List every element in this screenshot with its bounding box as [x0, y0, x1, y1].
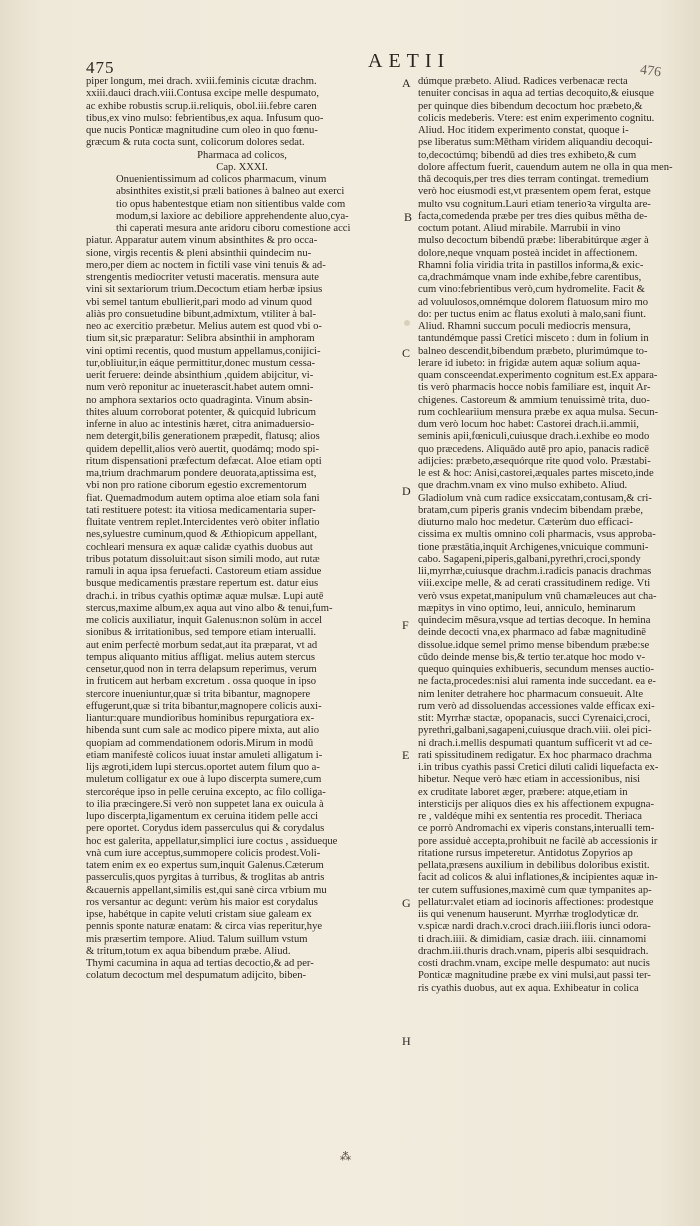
- right-column-line: facta,comedenda præbe per tres dies quibus mētha de-: [418, 210, 648, 222]
- right-column-line: mulso decoctum bibendū præbe: liberabitúrque æger à: [418, 235, 649, 247]
- left-column-line: no amphora sextarios octo quadraginta. Vinum absin-: [86, 394, 313, 406]
- left-column-line: lijs ægroti,idem lupi stercus.oportet autem filum quo a-: [86, 762, 320, 773]
- right-column-line: ti drach.iiii. & dimidiam, casiæ drach. iiii. cinnamomi: [418, 933, 647, 945]
- right-column-line: rati spissitudinem redigatur. Ex hoc pharmaco drachma: [418, 749, 652, 761]
- left-column-line: ac exhibe robustis scrup.ii.reliquis, obol.iii.febre caren: [86, 100, 317, 112]
- left-column-line: vini optimi recentis, quod mustum appellamus,conijici-: [86, 345, 321, 357]
- left-column-line: neo ac exercitio præbetur. Melius autem est quod vbi o-: [86, 321, 322, 332]
- right-column-line: to,decoctúmq; bibendū ad dies tres exhibeto,& cum: [418, 149, 637, 161]
- right-column-line: diuturno malo hoc medetur. Cæterùm duo efficaci-: [418, 517, 633, 528]
- right-column-line: bratam,cum piperis granis vndecim bibendam præbe,: [418, 504, 644, 516]
- left-column-line: passerculis,quos pyrgitas à turribus, & troglitas ab antris: [86, 872, 325, 884]
- right-column-line: ad voluulosos,omnémque dolorem flatuosum miro mo: [418, 296, 649, 308]
- right-column-line: le est & hoc: Anisi,castorei,æquales partes misceto,inde: [418, 468, 654, 479]
- left-column-line: drach.i. in tribus cyathis optimæ aquæ mulsæ. Lupi autē: [86, 590, 324, 602]
- right-column-line: Aliud. Rhamni succum poculi mediocris mensura,: [418, 321, 631, 332]
- left-column-line: ipse, habétque in capite veluti cristam siue galeam ex: [86, 909, 312, 920]
- right-column-line: multo vsu cognitum.Lauri etiam tenerioꝛa virgulta are-: [418, 198, 651, 210]
- right-column-line: ce porrò Andromachi ex viperis constans,interualli tem-: [418, 823, 655, 835]
- margin-letter-f: F: [402, 618, 409, 632]
- right-column-line: verò hoc eiusmodi est,vt præsentem opem ferat, estque: [418, 186, 651, 198]
- margin-letter-b: B: [404, 210, 413, 224]
- left-column-line: busque medicamentis præstare repertum est. datur eius: [86, 578, 319, 590]
- right-column-line: cissima ex multis omnino coli pharmacis, vsus approba-: [418, 529, 656, 541]
- left-column-line: græcum & ruta cocta sunt, colicorum dolores sedat.: [86, 137, 305, 149]
- left-column-line: mero,per diem ac noctem in fictili vase vini tenuis & ad-: [86, 259, 326, 271]
- corner-number: 476: [639, 62, 663, 81]
- right-column-line: quindecim mēsura,vsque ad tertias decoque. In hemina: [418, 615, 651, 626]
- right-column-line: mæpitys in vino optimo, leui, anniculo, heminarum: [418, 602, 636, 614]
- left-column-line: tati restituere potest: ita vitiosa medicamentaria super-: [86, 504, 316, 516]
- left-column-line: tium sit,sic præparatur: Selibra absinthii in amphoram: [86, 333, 315, 345]
- left-column-line: quopiam ad commendationem odoris.Mirum in modū: [86, 737, 314, 749]
- right-column-line: Gladiolum vnà cum radice exsiccatam,contusam,& cri-: [418, 492, 652, 504]
- margin-letter-a: A: [402, 76, 411, 90]
- left-column-line: in fruticem aut herbam excretum . ossa quoque in ipso: [86, 676, 317, 688]
- left-column-line: que nucis Ponticæ magnitudine cum oleo in quo fœnu-: [86, 125, 318, 136]
- footer-mark: ⁂: [340, 1151, 351, 1163]
- right-column-line: rum verò ad dissoluendas accessiones valde efficax exi-: [418, 700, 655, 712]
- left-column-line: colatum decoctum mel despumatum adijcito, biben-: [86, 970, 307, 982]
- left-column-line: ma,trium drachmarum pondere deuorata,aptissima est,: [86, 468, 317, 479]
- right-column-line: dolore,neque vnquam posteà incidet in affectionem.: [418, 247, 638, 259]
- margin-letter-e: E: [402, 748, 410, 762]
- page-number: 475: [86, 58, 115, 77]
- left-column-line: thi caperati mesura ante aridoru ciboru comestione acci: [116, 223, 351, 234]
- left-column-line: to ilia præcingere.Si verò non suppetet lana ex ouicula à: [86, 798, 324, 810]
- left-column-line: Cap. XXXI.: [216, 161, 268, 173]
- left-column-line: sionibus & irritationibus, sed tempore etiam interualli.: [86, 627, 317, 639]
- left-column-line: piper longum, mei drach. xviii.feminis cicutæ drachm.: [86, 76, 317, 87]
- left-column-line: uerit feruere: deinde absinthium ,quidem abijcitur, vi-: [86, 370, 314, 381]
- right-column-line: deinde decocti vna,ex pharmaco ad fabæ magnitudinē: [418, 627, 646, 639]
- right-column-line: que drachm.vnam ex vino mulso exhibeto. Aliud.: [418, 480, 628, 492]
- right-column-line: cūdo deinde mense bis,& tertio ter.atque hoc modo v-: [418, 651, 646, 663]
- left-column-line: stercus,maxime album,ex aqua aut vino albo & tenui,fum-: [86, 602, 333, 614]
- left-column-line: xxiii.dauci drach.viii.Contusa excipe melle despumato,: [86, 88, 320, 100]
- left-column-line: tatem enim ex eo expertus sum,inquit Galenus.Cæterum: [86, 860, 324, 871]
- right-column-line: i.in tribus cyathis passi Cretici diluti calidi liquefacta ex-: [418, 762, 659, 773]
- right-column-line: re , valdéque mihi ex sententia res procedit. Theriaca: [418, 811, 642, 822]
- right-column-line: quo præcedens. Aliquādo autē pro apio, panacis radicē: [418, 443, 649, 455]
- right-column-line: tis verò pharmacis hocce nobis familiare est, inquit Ar-: [418, 382, 651, 394]
- right-column-line: viii.excipe melle, & ad cerati crassitudinem redige. Vti: [418, 578, 651, 590]
- left-column-line: muletum colligatur ex oue à lupo discerpta sumere,cum: [86, 774, 322, 786]
- right-column-line: hibetur. Neque verò hæc etiam in accessionibus, nisi: [418, 774, 641, 786]
- right-column-line: tenuiter concisas in aqua ad tertias decoquito,& eiusque: [418, 88, 654, 100]
- right-column-line: cabo. Sagapeni,piperis,galbani,pyrethri,croci,spondy: [418, 553, 641, 565]
- left-column-line: vbi semel tantum ebullierit,pari modo ad vinum quod: [86, 296, 312, 308]
- right-column-line: facit ad colicos & alui inflationes,& incipientes aquæ in-: [418, 872, 658, 884]
- right-column-line: thā decoquis,per tres dies terram contingat. tremedium: [418, 174, 649, 185]
- left-column-line: aut enim perfectè morbum sedat,aut ita præparat, vt ad: [86, 639, 318, 651]
- right-column-line: do: per tuctus enim ac flatus exoluti à malo,sani fiunt.: [418, 308, 647, 320]
- right-column-line: Rhamni folia viridia trita in pastillos informa,& exic-: [418, 259, 644, 271]
- left-column-line: nes,syluestre cuminum,quod & Æthiopicum appellant,: [86, 529, 317, 541]
- right-column-line: adijcies: præbeto,æsequórque rite quod volo. Præstabi-: [418, 455, 651, 467]
- left-column-line: ramuli in aqua ipsa feruefacti. Castoreum etiam assidue: [86, 566, 322, 577]
- right-column-line: per quinque dies bibendum decoctum hoc præbeto,&: [418, 100, 643, 112]
- right-column-line: ter cutem suffusiones,maximè cum quæ tympanites ap-: [418, 884, 652, 896]
- left-column-line: cochleari mensura ex aquæ calidæ cyathis duobus aut: [86, 541, 313, 553]
- left-column-line: thites aluum corroborat potenter, & quicquid lubricum: [86, 406, 316, 418]
- left-column-line: fluitate ventrem replet.Intercidentes verò obiter inflatio: [86, 517, 320, 528]
- left-column-line: stercore inueniuntur,quæ si trita bibantur, magnopere: [86, 688, 311, 700]
- left-column-line: absinthites existit,si præli bationes à balneo aut exerci: [116, 186, 345, 198]
- right-column-line: ca,drachmámque vnam inde exhibe,febre carentibus,: [418, 272, 642, 283]
- left-column-line: hoc est galerita, appellatur,simplici iure coctus , assidueque: [86, 835, 338, 847]
- left-column-line: fiat. Quemadmodum autem optima aloe etiam sola fani: [86, 492, 320, 504]
- right-column-line: tione præstātia,inquit Archigenes,vnicuique communi-: [418, 541, 649, 553]
- right-column-line: rum cochleariium mensura præbe ex aqua mulsa. Secun-: [418, 406, 659, 418]
- left-column-line: pere oportet. Corydus idem passerculus qui & corydalus: [86, 823, 325, 835]
- left-column-line: quidem depellit,alios verò auertit, quodámq; modo spi-: [86, 443, 320, 455]
- right-column-line: pyrethri,galbani,sagapeni,cuiusque drach.viii. olei pici-: [418, 725, 652, 737]
- left-column-line: piatur. Apparatur autem vinum absinthites & pro occa-: [86, 235, 318, 247]
- left-column-line: etiam manifestè colicos iuuat instar amuleti alligatum i-: [86, 749, 323, 761]
- right-column-line: Aliud. Hoc itidem experimento constat, quoque i-: [418, 125, 629, 136]
- right-column-line: cum vino:febrientibus verò,cum hydromelite. Facit &: [418, 284, 645, 296]
- left-column-line: vbi non pro ratione ciborum egestio excrementorum: [86, 480, 307, 492]
- right-column-line: balneo descendit,bibendum præbeto, plurimúmque to-: [418, 345, 648, 357]
- left-column-line: num verò reponitur ac inueterascit.habet autem omni-: [86, 382, 314, 394]
- right-column-line: ni drach.i.mellis despumati quantum sufficerit vt ad ce-: [418, 737, 653, 749]
- right-column-line: costi drachm.vnam, excipe melle despumato: aut nucis: [418, 958, 650, 969]
- right-column-line: ex cruditate laboret æger, præbere: atque,etiam in: [418, 786, 628, 798]
- left-column-line: vnà cum iure acceptus,summopere colicis prodest.Voli-: [86, 847, 321, 859]
- left-column-line: Onuenientissimum ad colicos pharmacum, vinum: [116, 174, 327, 185]
- right-column-line: lerare id iubeto: in frigidæ autem aquæ solium aqua-: [418, 357, 641, 369]
- right-column-line: pore assiduè accepta,prohibuit ne facilè ab accessionis ir: [418, 835, 658, 847]
- right-column-line: dúmque præbeto. Aliud. Radices verbenacæ recta: [418, 76, 628, 87]
- right-column-line: quequo quinquies exhibueris, secundum menses auctio-: [418, 664, 654, 675]
- right-column-line: ris cyathis duobus, aut ex aqua. Exhibeatur in colica: [418, 982, 639, 994]
- right-column-line: chigenes. Castoreum & ammium tenuissimè trita, duo-: [418, 394, 650, 406]
- right-column-line: ritatione rursus impeteretur. Antidotus Zopyrios ap: [418, 847, 633, 859]
- right-column-line: quam consceendat.experimento cognitum est.Ex appara-: [418, 370, 658, 381]
- left-column-line: strengentis mediocriter vetusti maceratis. mensura aute: [86, 272, 319, 283]
- left-column-line: vini sit sextariorum trium.Decoctum etiam herbæ ipsius: [86, 284, 323, 296]
- right-column-line: ne facta,procedes:nisi alui ramenta inde succedant. ea e-: [418, 676, 656, 688]
- left-column-line: effugerunt,quæ si trita bibantur,magnopere colicis auxi-: [86, 700, 322, 712]
- left-column-line: liantur:quare mundioribus hominibus repurgatiora ex-: [86, 713, 315, 724]
- margin-letter-c: C: [402, 346, 411, 360]
- left-column-line: ros versantur ac degunt: verùm his maior est corydalus: [86, 896, 318, 908]
- left-column-line: stercoréque ipso in pelle ceruina excepto, ac filo colliga-: [86, 786, 326, 798]
- left-column-line: tempus aliquanto mitius affligat. melius autem stercus: [86, 651, 315, 663]
- left-column-line: sione, virgis recentis & pleni absinthii quindecim nu-: [86, 247, 312, 259]
- left-column-line: aliàs pro consuetudine bibunt,admixtum, vtiliter à bal-: [86, 308, 317, 320]
- right-column-line: pellata,præsens auxilium in debilibus doloribus existit.: [418, 860, 650, 871]
- right-column-line: verò vsus expetat,manipulum vnū chamæleuces aut cha-: [418, 590, 657, 602]
- right-column-line: v.spicæ nardi drach.v.croci drach.iiii.floris iunci odora-: [418, 921, 651, 933]
- left-column-line: Thymi cacumina in aqua ad tertias decoctio,& ad per-: [86, 958, 314, 969]
- paper-blemish: [404, 320, 410, 326]
- right-column-line: dolore affectum fuerit, cauendum autem ne olla in qua men-: [418, 161, 673, 173]
- left-column-line: tio opus habentestque etiam non sitientibus valde com: [116, 198, 346, 210]
- right-column-line: seminis apii,fœniculi,cuiusque drach.i.exhibe eo modo: [418, 431, 650, 443]
- running-title: AETII: [368, 50, 451, 72]
- margin-letter-g: G: [402, 896, 411, 910]
- right-column-line: intersticijs per aliquos dies ex his affectionem expugna-: [418, 798, 655, 810]
- right-column-line: tantundémque passi Cretici misceto : dum in folium in: [418, 333, 649, 345]
- right-column-line: drachm.iii.thuris drach.vnam, piperis albi sesquidrach.: [418, 945, 649, 957]
- left-column-line: tur,obliuitur,in eáque permittitur,donec mustum cessa-: [86, 357, 316, 369]
- left-column-line: tribus potatum dissoluit:aut sison simili modo, aut rutæ: [86, 553, 320, 565]
- left-column-line: mis præsertim tempore. Aliud. Talum suillum vstum: [86, 933, 308, 945]
- right-column-line: lii,myrrhæ,cuiusque drachm.i.radicis panacis drachmas: [418, 566, 652, 577]
- right-column-line: dissolue.idque semel primo mense bibendum præbe:se: [418, 639, 650, 651]
- left-column-line: censetur,quod non in terra delapsum reperimus, verum: [86, 664, 317, 675]
- right-column: [418, 76, 676, 1136]
- left-column-line: nem detergit,bilis generationem præpedit, flatusq; alios: [86, 431, 320, 443]
- left-column-line: ritum dispensationi præfectum defæcat. Aloe etiam opti: [86, 455, 322, 467]
- margin-letter-h: H: [402, 1034, 411, 1048]
- right-column-line: dum verò locum hoc habet: Castorei drach.ii.ammii,: [418, 419, 639, 430]
- left-column-line: lupo discerpta,ligamentum ex ceruina itidem pelle acci: [86, 811, 319, 822]
- left-column-line: me colicis auxiliatur, inquit Galenus:non solùm in accel: [86, 615, 323, 626]
- left-column-line: & tritum,totum ex aqua bibendum præbe. Aliud.: [86, 945, 291, 957]
- left-column-line: pennis sponte naturæ enatam: & circa vias reperitur,hye: [86, 921, 323, 933]
- left-column: [86, 76, 398, 1136]
- left-column-line: inferne in aluo ac intestinis hæret, citra animaduersio-: [86, 419, 315, 430]
- left-column-line: Pharmaca ad colicos,: [197, 149, 287, 161]
- right-column-line: stit: Myrrhæ stactæ, opopanacis, succi Cyrenaici,croci,: [418, 713, 651, 724]
- right-column-line: nim leniter detrahere hoc pharmacum consueuit. Alte: [418, 688, 644, 700]
- left-column-line: hibenda sunt cum sale ac modico pipere mixta, aut alio: [86, 725, 319, 737]
- right-column-line: pellatur:valet etiam ad iocinoris affectiones: prodestque: [418, 896, 654, 908]
- margin-letter-d: D: [402, 484, 411, 498]
- right-column-line: iis qui venenum hauserunt. Myrrhæ troglodyticæ dr.: [418, 909, 639, 920]
- right-column-line: Ponticæ magnitudine præbe ex vini mulsi,aut passi ter-: [418, 970, 651, 982]
- right-column-line: pse liberatus sum:Mētham viridem aliquandiu decoqui-: [418, 137, 653, 149]
- left-column-line: tibus,ex vino mulso: febrientibus,ex aqua. Infusum quo-: [86, 112, 324, 124]
- right-column-line: coctum potant. Aliud mirabile. Marrubii in vino: [418, 223, 621, 234]
- right-column-line: colicis medeberis. Vtere: est enim experimento cognitu.: [418, 112, 655, 124]
- left-column-line: &cauernis appellant,similis est,qui sanè circa vrbium mu: [86, 884, 327, 896]
- left-column-line: modum,si laxiore ac debiliore apprehendente aluo,cya-: [116, 210, 349, 222]
